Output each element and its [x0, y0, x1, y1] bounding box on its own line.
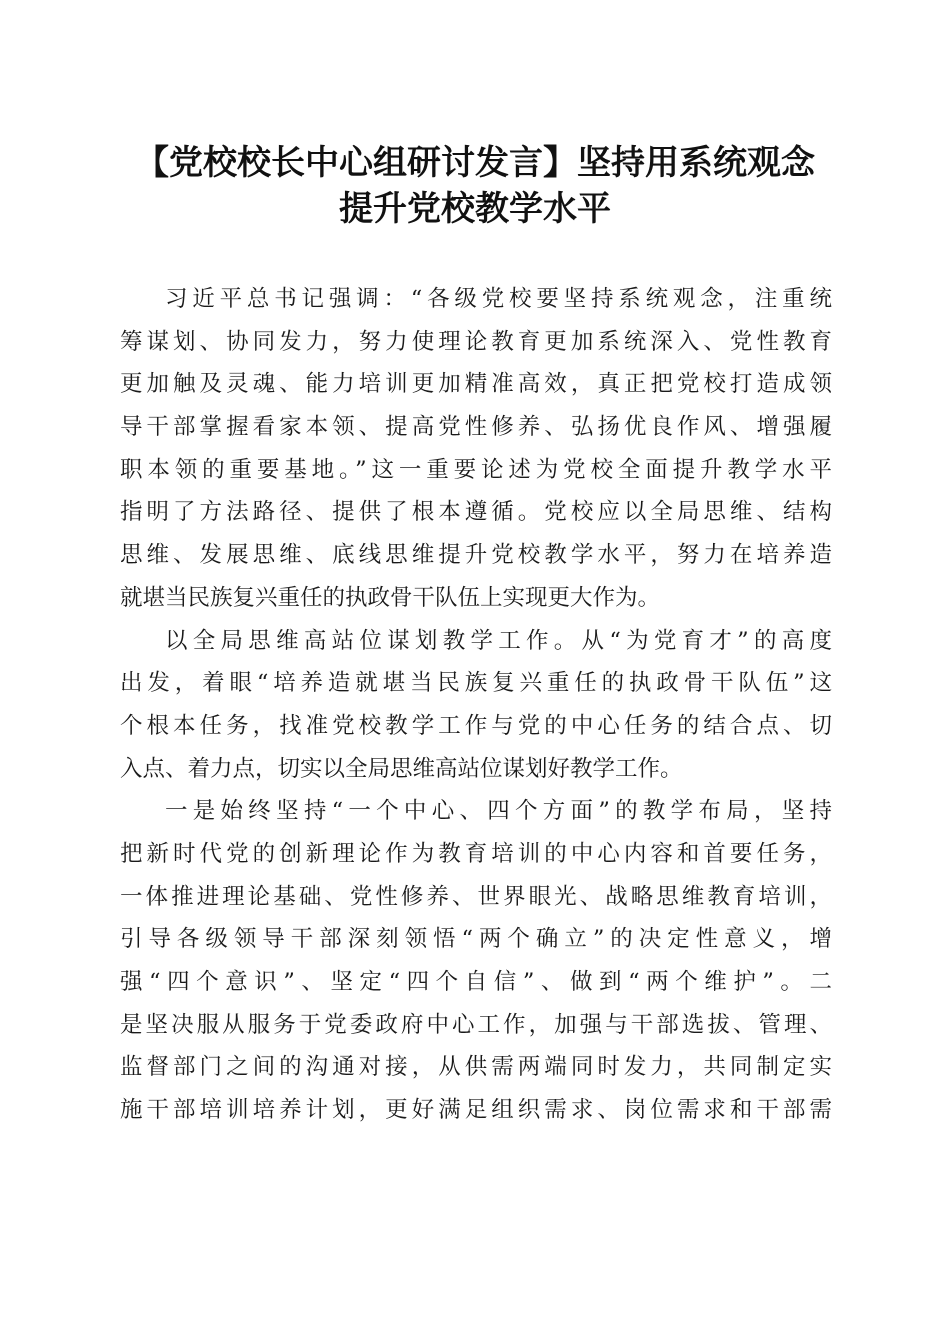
text-line: 监督部门之间的沟通对接，从供需两端同时发力，共同制定实 [120, 1054, 832, 1081]
text-line: 施干部培训培养计划，更好满足组织需求、岗位需求和干部需 [120, 1097, 832, 1124]
text-line: 更加触及灵魂、能力培训更加精准高效，真正把党校打造成领 [120, 371, 832, 398]
text-line: 出发，着眼“培养造就堪当民族复兴重任的执政骨干队伍”这 [120, 670, 832, 697]
text-line: 指明了方法路径、提供了根本遵循。党校应以全局思维、结构 [120, 499, 832, 526]
text-line: 筹谋划、协同发力，努力使理论教育更加系统深入、党性教育 [120, 328, 832, 355]
paragraph-intro [120, 278, 832, 620]
text-line: 是坚决服从服务于党委政府中心工作，加强与干部选拔、管理、 [120, 1011, 832, 1038]
text-line: 引导各级领导干部深刻领悟“两个确立”的决定性意义，增 [120, 926, 832, 953]
paragraph-detail [120, 790, 832, 1132]
title-line-2: 提升党校教学水平 [339, 189, 611, 229]
text-line: 以全局思维高站位谋划教学工作。从“为党育才”的高度 [165, 627, 832, 654]
text-line: 习近平总书记强调：“各级党校要坚持系统观念，注重统 [165, 286, 832, 312]
text-line: 入点、着力点，切实以全局思维高站位谋划好教学工作。 [120, 755, 683, 782]
text-line: 一是始终坚持“一个中心、四个方面”的教学布局，坚持 [165, 798, 832, 825]
title-line-1: 【党校校长中心组研讨发言】坚持用系统观念 [135, 143, 815, 183]
text-line: 个根本任务，找准党校教学工作与党的中心任务的结合点、切 [120, 712, 832, 739]
paragraph-section-heading [120, 620, 832, 791]
text-line: 导干部掌握看家本领、提高党性修养、弘扬优良作风、增强履 [120, 414, 832, 441]
text-line: 一体推进理论基础、党性修养、世界眼光、战略思维教育培训， [120, 883, 832, 910]
text-line: 职本领的重要基地。”这一重要论述为党校全面提升教学水平 [120, 456, 832, 483]
text-line: 就堪当民族复兴重任的执政骨干队伍上实现更大作为。 [120, 584, 661, 611]
document-body [120, 278, 832, 1132]
text-line: 思维、发展思维、底线思维提升党校教学水平，努力在培养造 [120, 542, 832, 569]
document-title [100, 140, 850, 232]
text-line: 把新时代党的创新理论作为教育培训的中心内容和首要任务， [120, 840, 832, 867]
text-line: 强“四个意识”、坚定“四个自信”、做到“两个维护”。二 [120, 969, 832, 995]
